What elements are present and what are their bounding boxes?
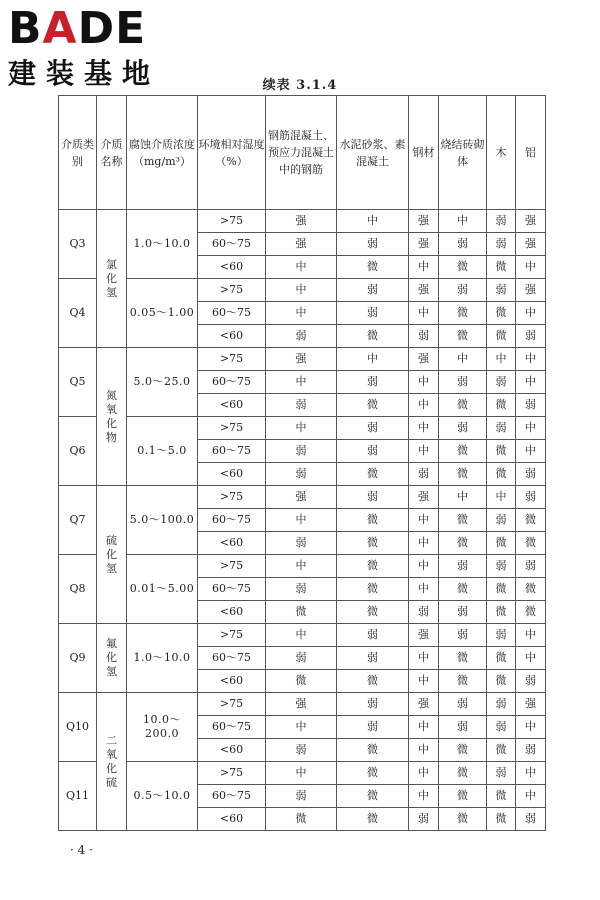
- grade-cell: 微: [337, 555, 409, 578]
- grade-cell: 弱: [409, 463, 439, 486]
- grade-cell: 微: [487, 440, 516, 463]
- humidity-cell: 60～75: [198, 647, 266, 670]
- humidity-cell: 60～75: [198, 440, 266, 463]
- humidity-cell: <60: [198, 394, 266, 417]
- grade-cell: 强: [266, 693, 337, 716]
- grade-cell: 中: [266, 371, 337, 394]
- table-row: [59, 762, 546, 785]
- grade-cell: 微: [487, 578, 516, 601]
- grade-cell: 中: [409, 256, 439, 279]
- grade-cell: 弱: [266, 394, 337, 417]
- grade-cell: 微: [487, 647, 516, 670]
- grade-cell: 弱: [487, 716, 516, 739]
- grade-cell: 弱: [487, 371, 516, 394]
- grade-cell: 弱: [266, 647, 337, 670]
- humidity-cell: <60: [198, 808, 266, 831]
- humidity-cell: >75: [198, 279, 266, 302]
- humidity-cell: 60～75: [198, 785, 266, 808]
- grade-cell: 弱: [337, 279, 409, 302]
- table-caption: 续表 3.1.4: [262, 78, 338, 93]
- grade-cell: 强: [516, 693, 546, 716]
- grade-cell: 强: [516, 210, 546, 233]
- grade-cell: 弱: [409, 601, 439, 624]
- grade-cell: 弱: [337, 624, 409, 647]
- header-steel: 钢材: [409, 96, 439, 210]
- humidity-cell: <60: [198, 601, 266, 624]
- grade-cell: 弱: [487, 693, 516, 716]
- grade-cell: 微: [439, 256, 487, 279]
- logo-wordmark: BADE: [8, 3, 147, 54]
- humidity-cell: 60～75: [198, 371, 266, 394]
- humidity-cell: 60～75: [198, 716, 266, 739]
- grade-cell: 微: [439, 785, 487, 808]
- grade-cell: 弱: [337, 233, 409, 256]
- grade-cell: 微: [337, 256, 409, 279]
- header-brick: 烧结砖砌体: [439, 96, 487, 210]
- grade-cell: 微: [439, 670, 487, 693]
- grade-cell: 微: [487, 256, 516, 279]
- grade-cell: 微: [487, 302, 516, 325]
- grade-cell: 中: [516, 716, 546, 739]
- grade-cell: 弱: [439, 371, 487, 394]
- grade-cell: 微: [337, 463, 409, 486]
- grade-cell: 弱: [516, 325, 546, 348]
- grade-cell: 弱: [439, 233, 487, 256]
- grade-cell: 中: [409, 555, 439, 578]
- grade-cell: 微: [487, 325, 516, 348]
- corrosion-table: [58, 95, 546, 831]
- grade-cell: 弱: [516, 670, 546, 693]
- grade-cell: 微: [487, 785, 516, 808]
- grade-cell: 微: [487, 739, 516, 762]
- grade-cell: 强: [409, 210, 439, 233]
- grade-cell: 弱: [516, 486, 546, 509]
- humidity-cell: <60: [198, 739, 266, 762]
- grade-cell: 弱: [439, 716, 487, 739]
- grade-cell: 微: [439, 394, 487, 417]
- grade-cell: 微: [439, 808, 487, 831]
- grade-cell: 弱: [337, 486, 409, 509]
- grade-cell: 微: [487, 394, 516, 417]
- grade-cell: 微: [439, 463, 487, 486]
- grade-cell: 弱: [487, 210, 516, 233]
- table-row: [59, 348, 546, 371]
- grade-cell: 中: [409, 440, 439, 463]
- concentration-cell: 10.0～200.0: [127, 693, 198, 762]
- grade-cell: 弱: [516, 463, 546, 486]
- grade-cell: 中: [409, 417, 439, 440]
- grade-cell: 中: [409, 716, 439, 739]
- grade-cell: 微: [337, 762, 409, 785]
- grade-cell: 中: [516, 647, 546, 670]
- grade-cell: 微: [337, 785, 409, 808]
- grade-cell: 弱: [266, 739, 337, 762]
- grade-cell: 微: [487, 463, 516, 486]
- grade-cell: 中: [409, 739, 439, 762]
- grade-cell: 微: [439, 302, 487, 325]
- grade-cell: 弱: [337, 302, 409, 325]
- grade-cell: 强: [409, 624, 439, 647]
- header-rebar: 钢筋混凝土、预应力混凝土中的钢筋: [266, 96, 337, 210]
- concentration-cell: 0.5～10.0: [127, 762, 198, 831]
- grade-cell: 中: [266, 624, 337, 647]
- grade-cell: 弱: [266, 325, 337, 348]
- concentration-cell: 0.01～5.00: [127, 555, 198, 624]
- grade-cell: 中: [439, 210, 487, 233]
- grade-cell: 微: [516, 578, 546, 601]
- grade-cell: 微: [337, 532, 409, 555]
- grade-cell: 弱: [439, 417, 487, 440]
- grade-cell: 微: [516, 601, 546, 624]
- humidity-cell: <60: [198, 463, 266, 486]
- grade-cell: 微: [439, 762, 487, 785]
- grade-cell: 弱: [516, 394, 546, 417]
- grade-cell: 弱: [439, 601, 487, 624]
- grade-cell: 弱: [487, 762, 516, 785]
- grade-cell: 中: [516, 762, 546, 785]
- grade-cell: 微: [516, 509, 546, 532]
- humidity-cell: >75: [198, 624, 266, 647]
- grade-cell: 中: [266, 417, 337, 440]
- grade-cell: 中: [409, 578, 439, 601]
- grade-cell: 微: [337, 509, 409, 532]
- header-humidity: 环境相对湿度（%）: [198, 96, 266, 210]
- grade-cell: 中: [266, 279, 337, 302]
- medium-category-cell: Q3: [59, 210, 97, 279]
- grade-cell: 中: [266, 716, 337, 739]
- grade-cell: 微: [487, 670, 516, 693]
- concentration-cell: 0.05～1.00: [127, 279, 198, 348]
- grade-cell: 中: [409, 785, 439, 808]
- grade-cell: 中: [409, 762, 439, 785]
- grade-cell: 弱: [266, 785, 337, 808]
- grade-cell: 微: [439, 739, 487, 762]
- grade-cell: 微: [439, 578, 487, 601]
- grade-cell: 中: [487, 486, 516, 509]
- grade-cell: 微: [516, 532, 546, 555]
- humidity-cell: <60: [198, 670, 266, 693]
- grade-cell: 强: [409, 233, 439, 256]
- grade-cell: 中: [266, 762, 337, 785]
- grade-cell: 中: [266, 555, 337, 578]
- grade-cell: 中: [337, 348, 409, 371]
- grade-cell: 微: [337, 670, 409, 693]
- grade-cell: 弱: [266, 578, 337, 601]
- grade-cell: 弱: [487, 509, 516, 532]
- grade-cell: 弱: [337, 647, 409, 670]
- table-row: [59, 555, 546, 578]
- humidity-cell: <60: [198, 325, 266, 348]
- concentration-cell: 5.0～25.0: [127, 348, 198, 417]
- table-row: [59, 693, 546, 716]
- grade-cell: 中: [409, 302, 439, 325]
- table-row: [59, 210, 546, 233]
- grade-cell: 中: [516, 624, 546, 647]
- grade-cell: 微: [439, 647, 487, 670]
- grade-cell: 中: [516, 348, 546, 371]
- medium-name-cell: 硫 化 氢: [97, 486, 127, 624]
- grade-cell: 强: [516, 233, 546, 256]
- humidity-cell: <60: [198, 532, 266, 555]
- medium-category-cell: Q8: [59, 555, 97, 624]
- humidity-cell: <60: [198, 256, 266, 279]
- grade-cell: 中: [516, 440, 546, 463]
- medium-category-cell: Q4: [59, 279, 97, 348]
- grade-cell: 中: [516, 302, 546, 325]
- header-aluminum: 铝: [516, 96, 546, 210]
- grade-cell: 中: [266, 509, 337, 532]
- grade-cell: 中: [439, 348, 487, 371]
- humidity-cell: >75: [198, 486, 266, 509]
- grade-cell: 弱: [487, 624, 516, 647]
- grade-cell: 中: [409, 394, 439, 417]
- medium-name-cell: 氟 化 氢: [97, 624, 127, 693]
- grade-cell: 中: [266, 256, 337, 279]
- grade-cell: 弱: [439, 279, 487, 302]
- grade-cell: 微: [337, 739, 409, 762]
- grade-cell: 弱: [487, 279, 516, 302]
- grade-cell: 微: [439, 440, 487, 463]
- humidity-cell: 60～75: [198, 509, 266, 532]
- medium-category-cell: Q9: [59, 624, 97, 693]
- grade-cell: 微: [487, 601, 516, 624]
- grade-cell: 弱: [487, 555, 516, 578]
- grade-cell: 微: [266, 808, 337, 831]
- grade-cell: 弱: [439, 555, 487, 578]
- medium-category-cell: Q6: [59, 417, 97, 486]
- grade-cell: 中: [337, 210, 409, 233]
- header-medium-category: 介质类别: [59, 96, 97, 210]
- grade-cell: 弱: [409, 808, 439, 831]
- grade-cell: 微: [337, 578, 409, 601]
- grade-cell: 微: [487, 532, 516, 555]
- header-wood: 木: [487, 96, 516, 210]
- grade-cell: 微: [266, 670, 337, 693]
- grade-cell: 弱: [337, 440, 409, 463]
- grade-cell: 弱: [409, 325, 439, 348]
- grade-cell: 中: [439, 486, 487, 509]
- table-body: [59, 210, 546, 831]
- grade-cell: 中: [409, 647, 439, 670]
- grade-cell: 弱: [439, 624, 487, 647]
- grade-cell: 微: [487, 808, 516, 831]
- grade-cell: 弱: [266, 532, 337, 555]
- header-medium-name: 介质名称: [97, 96, 127, 210]
- grade-cell: 强: [266, 486, 337, 509]
- grade-cell: 微: [337, 601, 409, 624]
- grade-cell: 中: [516, 785, 546, 808]
- table-row: [59, 417, 546, 440]
- grade-cell: 中: [409, 670, 439, 693]
- medium-category-cell: Q7: [59, 486, 97, 555]
- grade-cell: 强: [266, 348, 337, 371]
- concentration-cell: 0.1～5.0: [127, 417, 198, 486]
- humidity-cell: 60～75: [198, 233, 266, 256]
- grade-cell: 强: [409, 279, 439, 302]
- humidity-cell: 60～75: [198, 302, 266, 325]
- grade-cell: 强: [409, 486, 439, 509]
- medium-category-cell: Q11: [59, 762, 97, 831]
- grade-cell: 微: [439, 532, 487, 555]
- grade-cell: 微: [439, 509, 487, 532]
- grade-cell: 弱: [337, 371, 409, 394]
- medium-category-cell: Q5: [59, 348, 97, 417]
- table-row: [59, 624, 546, 647]
- logo-chinese-name: 建装基地: [8, 57, 161, 90]
- grade-cell: 弱: [266, 440, 337, 463]
- grade-cell: 中: [409, 509, 439, 532]
- humidity-cell: >75: [198, 555, 266, 578]
- grade-cell: 中: [516, 371, 546, 394]
- concentration-cell: 5.0～100.0: [127, 486, 198, 555]
- table-row: [59, 279, 546, 302]
- grade-cell: 强: [266, 233, 337, 256]
- concentration-cell: 1.0～10.0: [127, 624, 198, 693]
- medium-name-cell: 氮 氧 化 物: [97, 348, 127, 486]
- humidity-cell: >75: [198, 762, 266, 785]
- grade-cell: 弱: [487, 233, 516, 256]
- grade-cell: 弱: [266, 463, 337, 486]
- table-row: [59, 486, 546, 509]
- grade-cell: 弱: [439, 693, 487, 716]
- grade-cell: 弱: [337, 693, 409, 716]
- grade-cell: 微: [337, 808, 409, 831]
- grade-cell: 弱: [337, 716, 409, 739]
- humidity-cell: >75: [198, 348, 266, 371]
- grade-cell: 微: [337, 325, 409, 348]
- medium-name-cell: 氯 化 氢: [97, 210, 127, 348]
- humidity-cell: >75: [198, 417, 266, 440]
- grade-cell: 强: [516, 279, 546, 302]
- grade-cell: 中: [487, 348, 516, 371]
- medium-category-cell: Q10: [59, 693, 97, 762]
- grade-cell: 弱: [487, 417, 516, 440]
- grade-cell: 中: [409, 371, 439, 394]
- grade-cell: 中: [516, 256, 546, 279]
- grade-cell: 微: [439, 325, 487, 348]
- grade-cell: 弱: [516, 555, 546, 578]
- grade-cell: 微: [266, 601, 337, 624]
- grade-cell: 强: [409, 693, 439, 716]
- grade-cell: 弱: [516, 739, 546, 762]
- grade-cell: 强: [409, 348, 439, 371]
- grade-cell: 中: [409, 532, 439, 555]
- header-cement: 水泥砂浆、素混凝土: [337, 96, 409, 210]
- humidity-cell: 60～75: [198, 578, 266, 601]
- grade-cell: 弱: [337, 417, 409, 440]
- grade-cell: 中: [266, 302, 337, 325]
- grade-cell: 弱: [516, 808, 546, 831]
- grade-cell: 强: [266, 210, 337, 233]
- grade-cell: 微: [337, 394, 409, 417]
- grade-cell: 中: [516, 417, 546, 440]
- page-number: · 4 ·: [70, 843, 93, 857]
- header-concentration: 腐蚀介质浓度（mg/m³）: [127, 96, 198, 210]
- concentration-cell: 1.0～10.0: [127, 210, 198, 279]
- humidity-cell: >75: [198, 693, 266, 716]
- medium-name-cell: 二 氧 化 硫: [97, 693, 127, 831]
- humidity-cell: >75: [198, 210, 266, 233]
